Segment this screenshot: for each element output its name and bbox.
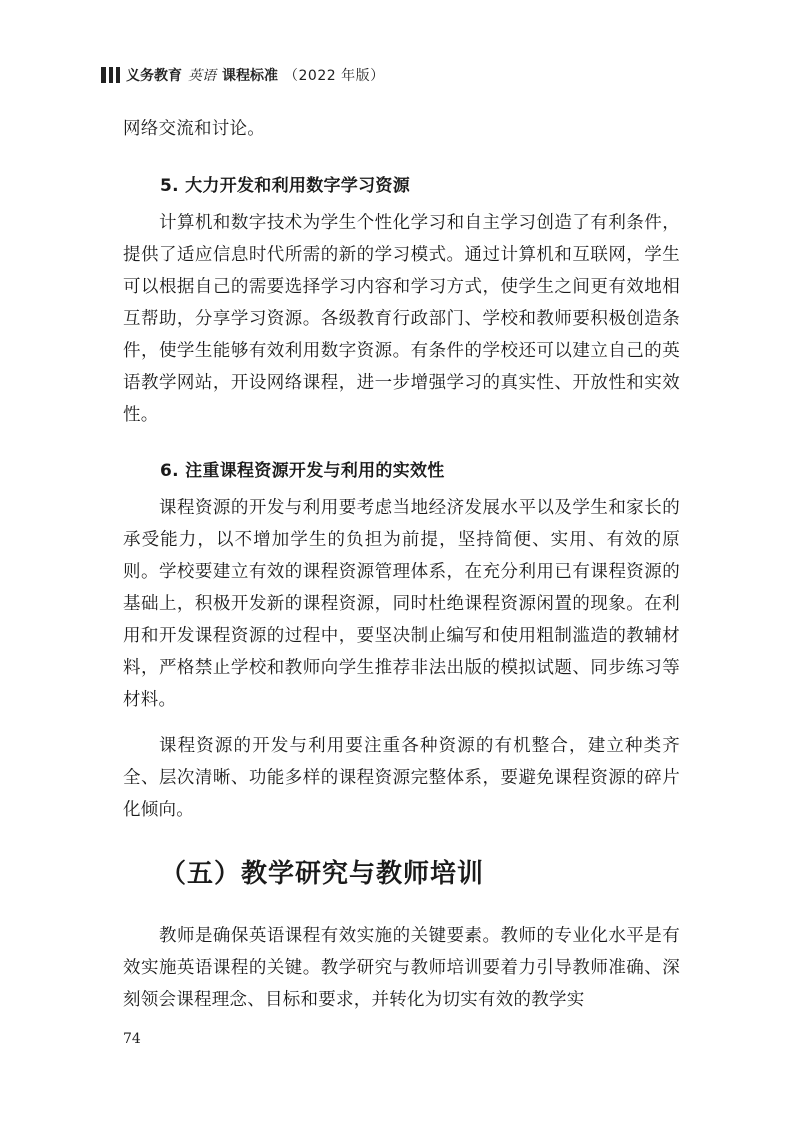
header-edition: （2022 年版） <box>284 68 385 84</box>
continuation-paragraph: 网络交流和讨论。 <box>123 119 265 139</box>
header-title-part1: 义务教育 <box>126 68 182 84</box>
subsection-6-heading: 6. 注重课程资源开发与利用的实效性 <box>160 461 445 481</box>
header-title-part3: 课程标准 <box>222 68 278 84</box>
section-five-heading: （五）教学研究与教师培训 <box>160 859 485 889</box>
subsection-5-paragraph: 计算机和数字技术为学生个性化学习和自主学习创造了有利条件，提供了适应信息时代所需的新的学习模式。通过计算机和互联网，学生可以根据自己的需要选择学习内容和学习方式，使学生之间更有效地相互帮助，分享学习资源。各级教育行政部门、学校和教师要积极创造条件，使学生能够有效利用数字资源。有条件的学校还可以建立自己的英语教学网站，开设网络课程，进一步增强学习的真实性、开放性和实效性。 <box>123 213 680 425</box>
subsection-6-paragraph-2: 课程资源的开发与利用要注重各种资源的有机整合，建立种类齐全、层次清晰、功能多样的课程资源完整体系，要避免课程资源的碎片化倾向。 <box>123 736 680 820</box>
subsection-6-paragraph-1: 课程资源的开发与利用要考虑当地经济发展水平以及学生和家长的承受能力，以不增加学生的负担为前提，坚持简便、实用、有效的原则。学校要建立有效的课程资源管理体系，在充分利用已有课程资源的基础上，积极开发新的课程资源，同时杜绝课程资源闲置的现象。在利用和开发课程资源的过程中，要坚决制止编写和使用粗制滥造的教辅材料，严格禁止学校和教师向学生推荐非法出版的模拟试题、同步练习等材料。 <box>123 498 680 710</box>
header-title-part2: 英语 <box>188 68 216 84</box>
subsection-5-heading: 5. 大力开发和利用数字学习资源 <box>160 176 411 196</box>
header-bars-ornament <box>101 67 120 83</box>
section-five-paragraph: 教师是确保英语课程有效实施的关键要素。教师的专业化水平是有效实施英语课程的关键。教学研究与教师培训要着力引导教师准确、深刻领会课程理念、目标和要求，并转化为切实有效的教学实 <box>123 926 680 1010</box>
page-number: 74 <box>123 1031 141 1047</box>
running-header <box>101 64 391 86</box>
